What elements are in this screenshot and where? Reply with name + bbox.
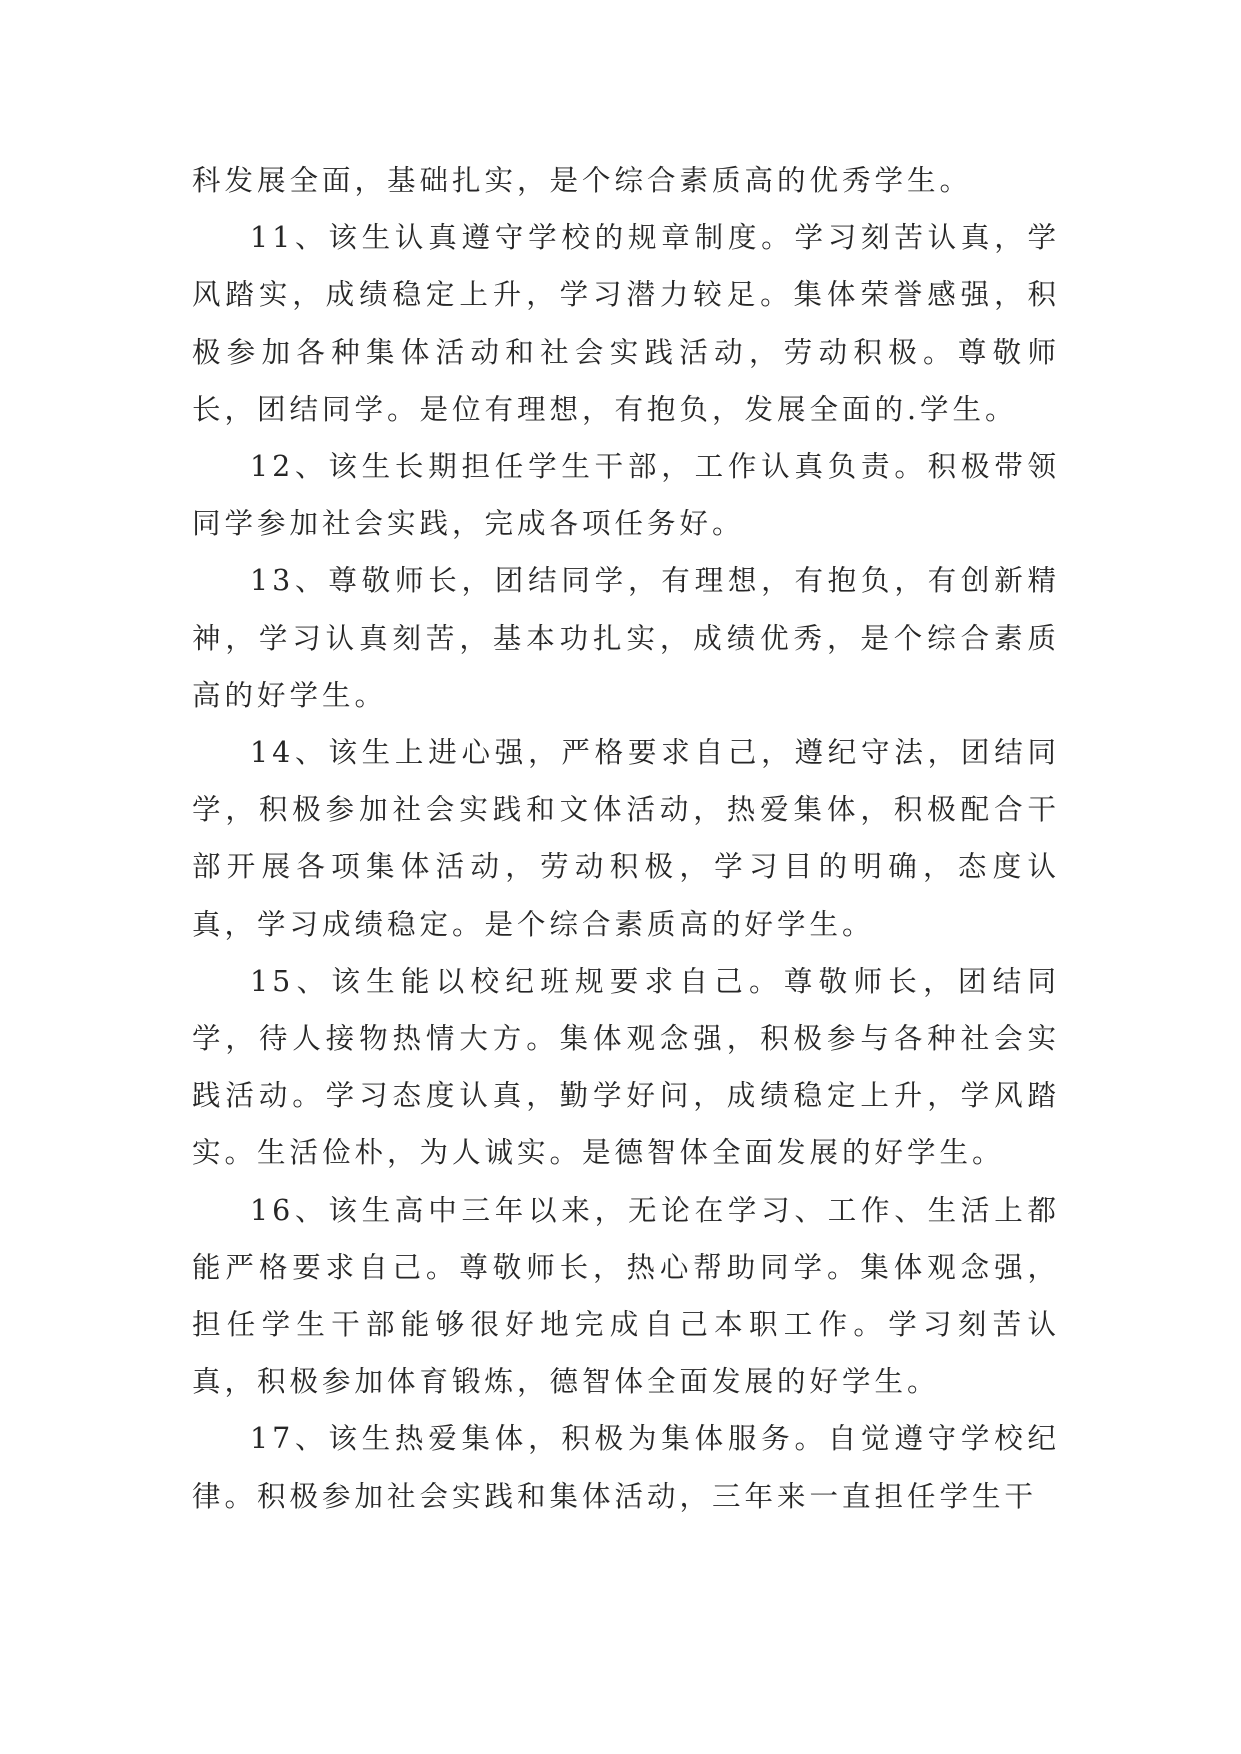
paragraph-item-14: 14、该生上进心强，严格要求自己，遵纪守法，团结同学，积极参加社会实践和文体活动，热爱集体，积极配合干部开展各项集体活动，劳动积极，学习目的明确，态度认真，学习成绩稳定。是个综合素质高的好学生。 — [192, 736, 1060, 941]
paragraph-item-16: 16、该生高中三年以来，无论在学习、工作、生活上都能严格要求自己。尊敬师长，热心帮助同学。集体观念强，担任学生干部能够很好地完成自己本职工作。学习刻苦认真，积极参加体育锻炼，德智体全面发展的好学生。 — [192, 1193, 1060, 1399]
paragraph-continuation: 科发展全面，基础扎实，是个综合素质高的优秀学生。 — [192, 164, 973, 197]
paragraph-item-15: 15、该生能以校纪班规要求自己。尊敬师长，团结同学，待人接物热情大方。集体观念强，积极参与各种社会实践活动。学习态度认真，勤学好问，成绩稳定上升，学风踏实。生活俭朴，为人诚实。是德智体全面发展的好学生。 — [192, 964, 1060, 1170]
document-body — [192, 152, 1060, 1525]
paragraph-item-12: 12、该生长期担任学生干部，工作认真负责。积极带领同学参加社会实践，完成各项任务好。 — [192, 450, 1060, 541]
paragraph-item-11: 11、该生认真遵守学校的规章制度。学习刻苦认真，学风踏实，成绩稳定上升，学习潜力较足。集体荣誉感强，积极参加各种集体活动和社会实践活动，劳动积极。尊敬师长，团结同学。是位有理想，有抱负，发展全面的.学生。 — [192, 221, 1060, 426]
paragraph-item-17: 17、该生热爱集体，积极为集体服务。自觉遵守学校纪律。积极参加社会实践和集体活动，三年来一直担任学生干 — [192, 1422, 1060, 1513]
paragraph-item-13: 13、尊敬师长，团结同学，有理想，有抱负，有创新精神，学习认真刻苦，基本功扎实，成绩优秀，是个综合素质高的好学生。 — [192, 564, 1060, 712]
